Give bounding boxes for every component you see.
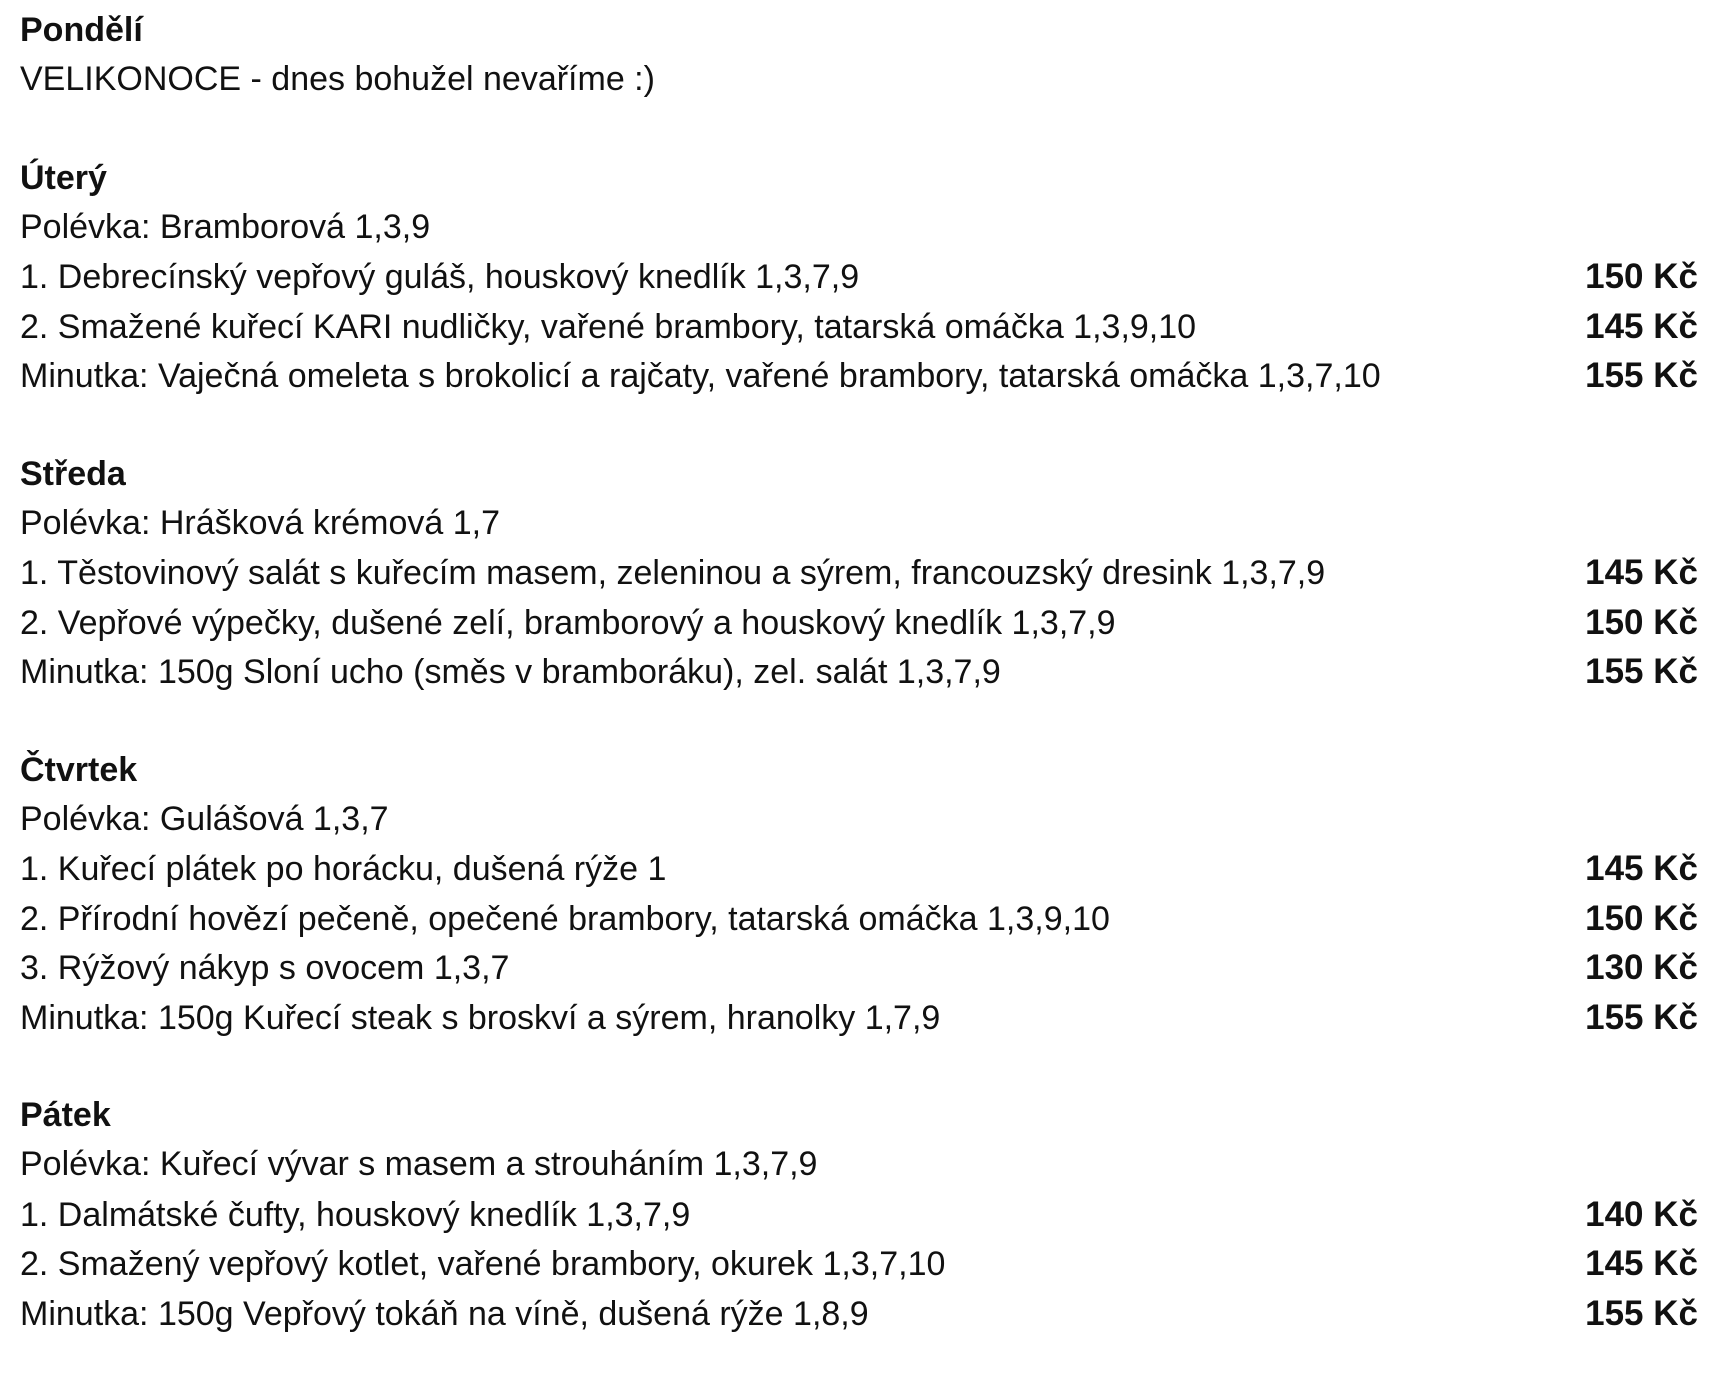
menu-item-price: 150 Kč: [1585, 898, 1698, 938]
day-thursday: [20, 746, 1698, 1043]
menu-line: [20, 499, 1698, 549]
menu-line: [20, 795, 1698, 845]
menu-item-text: Polévka: Gulášová 1,3,7: [20, 799, 389, 838]
menu-item-price: 150 Kč: [1585, 257, 1698, 296]
menu-item-text: 2. Smažené kuřecí KARI nudličky, vařené brambory, tatarská omáčka 1,3,9,10: [20, 307, 1197, 346]
menu-item-price: 155 Kč: [1585, 1293, 1698, 1333]
day-title: Pondělí: [20, 11, 143, 49]
day-title: Čtvrtek: [20, 750, 138, 789]
day-title: Pátek: [20, 1096, 111, 1134]
day-monday: [20, 6, 1698, 105]
menu-line: [20, 252, 1698, 302]
menu-line: [20, 894, 1698, 944]
day-wednesday: [20, 450, 1698, 697]
day-tuesday: [20, 154, 1698, 401]
menu-item-price: 155 Kč: [1585, 997, 1698, 1037]
menu-item-text: Minutka: 150g Vepřový tokáň na víně, dušená rýže 1,8,9: [20, 1294, 869, 1333]
menu-line: [20, 993, 1698, 1043]
menu-line: [20, 647, 1698, 697]
menu-item-text: 2. Přírodní hovězí pečeně, opečené brambory, tatarská omáčka 1,3,9,10: [20, 899, 1110, 938]
menu-item-price: 145 Kč: [1585, 849, 1698, 888]
menu-item-text: Minutka: 150g Sloní ucho (směs v bramboráku), zel. salát 1,3,7,9: [20, 653, 1001, 691]
menu-line: [20, 55, 1698, 105]
menu-item-price: 140 Kč: [1585, 1194, 1698, 1234]
menu-item-text: 2. Smažený vepřový kotlet, vařené brambory, okurek 1,3,7,10: [20, 1245, 946, 1283]
menu-line: [20, 302, 1698, 352]
menu-line: [20, 598, 1698, 648]
menu-item-price: 145 Kč: [1585, 553, 1698, 592]
menu-item-price: 145 Kč: [1585, 1244, 1698, 1283]
menu-item-text: Minutka: 150g Kuřecí steak s broskví a sýrem, hranolky 1,7,9: [20, 998, 941, 1037]
menu-line: [20, 548, 1698, 598]
menu-item-text: Polévka: Hrášková krémová 1,7: [20, 503, 500, 542]
menu-item-text: 3. Rýžový nákyp s ovocem 1,3,7: [20, 949, 510, 987]
menu-item-text: 1. Kuřecí plátek po horácku, dušená rýže 1: [20, 850, 667, 888]
menu-line: [20, 1190, 1698, 1240]
menu-line: [20, 1239, 1698, 1289]
day-friday: [20, 1091, 1698, 1338]
menu-item-text: 1. Debrecínský vepřový guláš, houskový knedlík 1,3,7,9: [20, 258, 860, 296]
menu-line: [20, 1140, 1698, 1190]
menu-item-price: 130 Kč: [1585, 948, 1698, 987]
menu-line: [20, 351, 1698, 401]
menu-item-text: VELIKONOCE - dnes bohužel nevaříme :): [20, 60, 655, 98]
menu-line: [20, 943, 1698, 993]
menu-item-text: Minutka: Vaječná omeleta s brokolicí a rajčaty, vařené brambory, tatarská omáčka 1,3,7,10: [20, 357, 1381, 395]
menu-line: [20, 1289, 1698, 1339]
menu-item-price: 150 Kč: [1585, 602, 1698, 642]
menu-item-text: 2. Vepřové výpečky, dušené zelí, bramborový a houskový knedlík 1,3,7,9: [20, 603, 1116, 642]
menu-item-price: 155 Kč: [1585, 356, 1698, 395]
menu-line: [20, 203, 1698, 253]
menu-item-text: 1. Dalmátské čufty, houskový knedlík 1,3,7,9: [20, 1195, 691, 1234]
menu-item-price: 155 Kč: [1585, 652, 1698, 691]
weekly-menu: [20, 6, 1698, 1387]
menu-item-text: Polévka: Kuřecí vývar s masem a strouháním 1,3,7,9: [20, 1145, 818, 1183]
menu-item-price: 145 Kč: [1585, 306, 1698, 346]
menu-item-text: 1. Těstovinový salát s kuřecím masem, zeleninou a sýrem, francouzský dresink 1,3,7,9: [20, 554, 1326, 592]
day-title: Středa: [20, 454, 126, 493]
menu-line: [20, 844, 1698, 894]
day-title: Úterý: [20, 158, 107, 197]
menu-item-text: Polévka: Bramborová 1,3,9: [20, 207, 431, 246]
